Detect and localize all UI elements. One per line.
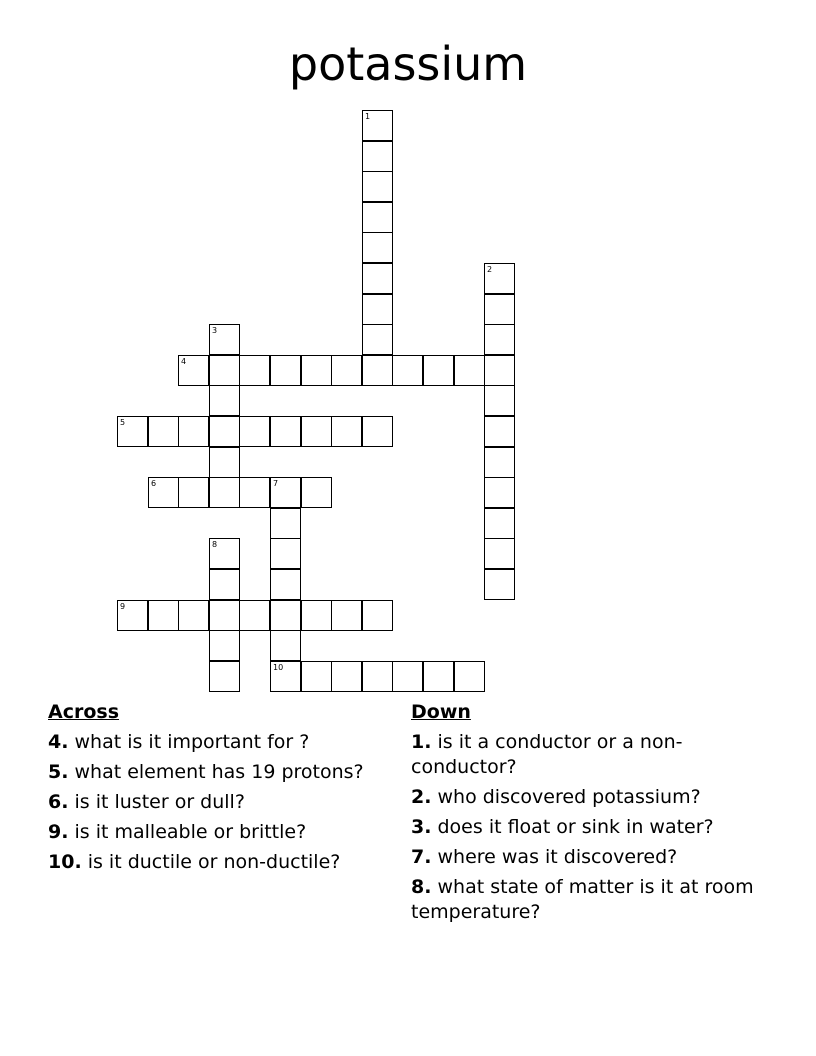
grid-cell[interactable] [270, 661, 301, 692]
clue-down-3: 3. does it float or sink in water? [411, 816, 714, 838]
grid-cell[interactable] [423, 661, 454, 692]
grid-cell[interactable] [270, 477, 301, 508]
grid-cell[interactable] [362, 416, 393, 447]
grid-cell[interactable] [148, 416, 179, 447]
grid-cell[interactable] [209, 355, 240, 386]
grid-cell[interactable] [270, 569, 301, 600]
grid-cell[interactable] [239, 477, 270, 508]
grid-cell[interactable] [484, 538, 515, 569]
across-heading: Across [48, 701, 120, 723]
grid-cell[interactable] [301, 355, 332, 386]
grid-cell[interactable] [239, 416, 270, 447]
grid-cell[interactable] [484, 263, 515, 294]
clue-number: 1 [365, 112, 371, 121]
grid-cell[interactable] [178, 477, 209, 508]
grid-cell[interactable] [484, 324, 515, 355]
grid-cell[interactable] [423, 355, 454, 386]
grid-cell[interactable] [270, 508, 301, 539]
grid-cell[interactable] [362, 110, 393, 141]
grid-cell[interactable] [148, 477, 179, 508]
grid-cell[interactable] [362, 324, 393, 355]
grid-cell[interactable] [392, 661, 423, 692]
grid-cell[interactable] [331, 416, 362, 447]
grid-cell[interactable] [209, 630, 240, 661]
grid-cell[interactable] [392, 355, 423, 386]
grid-cell[interactable] [178, 600, 209, 631]
grid-cell[interactable] [117, 416, 148, 447]
grid-cell[interactable] [484, 569, 515, 600]
grid-cell[interactable] [209, 324, 240, 355]
clue-number: 7 [273, 479, 279, 488]
grid-cell[interactable] [362, 661, 393, 692]
clue-number: 6 [151, 479, 157, 488]
grid-cell[interactable] [331, 661, 362, 692]
down-clues [411, 700, 761, 930]
grid-cell[interactable] [209, 538, 240, 569]
clue-number: 8 [212, 540, 218, 549]
grid-cell[interactable] [301, 477, 332, 508]
grid-cell[interactable] [209, 447, 240, 478]
clue-down-1: 1. is it a conductor or a non-conductor? [411, 731, 683, 778]
grid-cell[interactable] [239, 355, 270, 386]
grid-cell[interactable] [484, 477, 515, 508]
clue-across-4: 4. what is it important for ? [48, 731, 310, 753]
grid-cell[interactable] [209, 385, 240, 416]
clue-number: 5 [120, 418, 126, 427]
clue-across-9: 9. is it malleable or brittle? [48, 821, 307, 843]
grid-cell[interactable] [454, 355, 485, 386]
grid-cell[interactable] [209, 661, 240, 692]
grid-cell[interactable] [454, 661, 485, 692]
grid-cell[interactable] [178, 416, 209, 447]
grid-cell[interactable] [301, 600, 332, 631]
grid-cell[interactable] [362, 294, 393, 325]
grid-cell[interactable] [484, 294, 515, 325]
grid-cell[interactable] [362, 141, 393, 172]
grid-cell[interactable] [270, 600, 301, 631]
grid-cell[interactable] [209, 600, 240, 631]
grid-cell[interactable] [484, 508, 515, 539]
grid-cell[interactable] [362, 202, 393, 233]
clue-down-8: 8. what state of matter is it at room temperature? [411, 876, 754, 923]
clue-across-10: 10. is it ductile or non-ductile? [48, 851, 341, 873]
grid-cell[interactable] [301, 661, 332, 692]
grid-cell[interactable] [362, 355, 393, 386]
down-heading: Down [411, 701, 471, 723]
grid-cell[interactable] [209, 416, 240, 447]
grid-cell[interactable] [362, 171, 393, 202]
grid-cell[interactable] [270, 416, 301, 447]
grid-cell[interactable] [484, 416, 515, 447]
clue-down-2: 2. who discovered potassium? [411, 786, 701, 808]
grid-cell[interactable] [484, 385, 515, 416]
grid-cell[interactable] [362, 232, 393, 263]
clue-number: 3 [212, 326, 218, 335]
clue-number: 10 [273, 663, 284, 672]
clue-across-6: 6. is it luster or dull? [48, 791, 245, 813]
grid-cell[interactable] [178, 355, 209, 386]
puzzle-title: potassium [288, 37, 528, 91]
grid-cell[interactable] [331, 355, 362, 386]
clue-number: 2 [487, 265, 493, 274]
grid-cell[interactable] [117, 600, 148, 631]
clue-number: 4 [181, 357, 187, 366]
grid-cell[interactable] [484, 355, 515, 386]
grid-cell[interactable] [270, 355, 301, 386]
grid-cell[interactable] [270, 630, 301, 661]
clue-down-7: 7. where was it discovered? [411, 846, 678, 868]
grid-cell[interactable] [301, 416, 332, 447]
grid-cell[interactable] [484, 447, 515, 478]
grid-cell[interactable] [331, 600, 362, 631]
clue-number: 9 [120, 602, 126, 611]
clue-across-5: 5. what element has 19 protons? [48, 761, 364, 783]
grid-cell[interactable] [148, 600, 179, 631]
grid-cell[interactable] [362, 600, 393, 631]
grid-cell[interactable] [209, 477, 240, 508]
across-clues [48, 700, 398, 880]
grid-cell[interactable] [362, 263, 393, 294]
grid-cell[interactable] [209, 569, 240, 600]
grid-cell[interactable] [270, 538, 301, 569]
grid-cell[interactable] [239, 600, 270, 631]
